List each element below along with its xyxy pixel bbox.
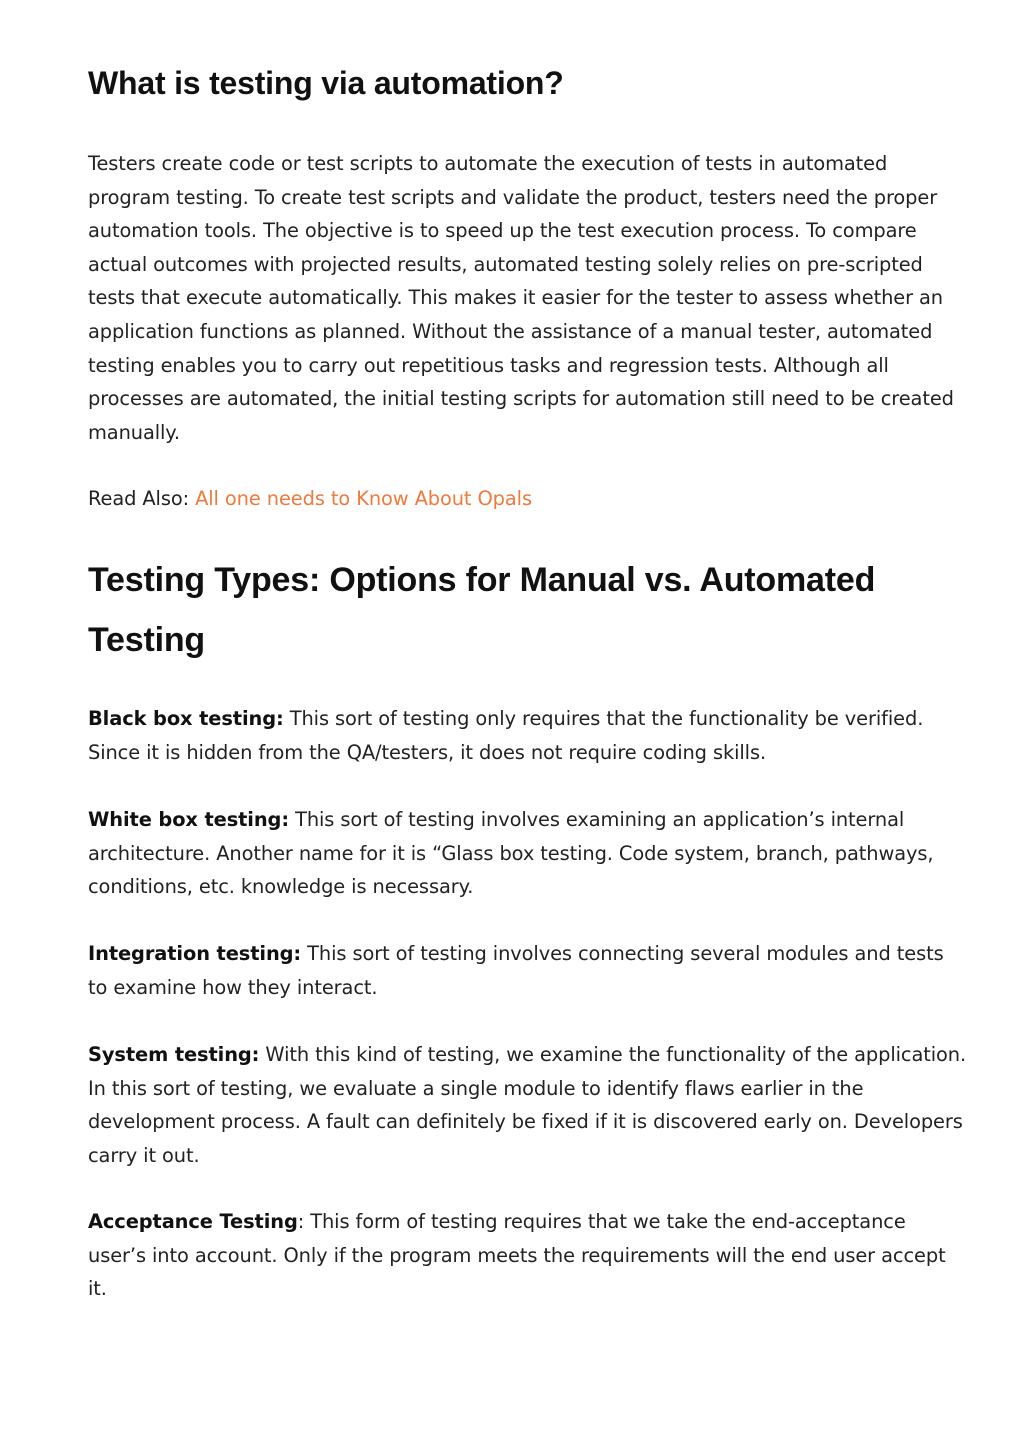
automation-testing-paragraph: Testers create code or test scripts to automate the execution of tests in automated program testing. To create test scripts and validate the product, testers need the proper automation tools. The objective is to speed up the test execution process. To compare actual outcomes with projected results, automated testing solely relies on pre-scripted tests that execute automatically. This makes it easier for the tester to assess whether an application functions as planned. Without the assistance of a manual tester, automated testing enables you to carry out repetitious tasks and regression tests. Although all processes are automated, the initial testing scripts for automation still need to be created manually. [88,152,954,444]
section-title-automation-testing: What is testing via automation? [88,65,564,101]
testing-type-description: This sort of testing involves examining an application’s internal architecture. Another name for it is “Glass box testing. Code system, branch, pathways, conditions, etc. knowledge is necessary. [88,808,934,899]
testing-type-term: White box testing: [88,808,289,831]
read-also-link[interactable]: All one needs to Know About Opals [195,487,532,510]
read-also-label: Read Also: [88,487,196,510]
section-title-testing-types: Testing Types: Options for Manual vs. Automated Testing [88,561,876,659]
testing-type-item-system [88,1038,968,1172]
testing-type-description: This sort of testing involves connecting several modules and tests to examine how they interact. [88,942,944,999]
testing-type-term: Black box testing: [88,707,284,730]
testing-type-term: System testing: [88,1043,260,1066]
testing-type-item-black-box [88,702,968,769]
testing-type-item-acceptance [88,1205,968,1306]
testing-type-description: This form of testing requires that we take the end-acceptance user’s into account. Only if the program meets the requirements will the end user accept it. [88,1210,946,1301]
testing-type-description: With this kind of testing, we examine the functionality of the application. In this sort of testing, we evaluate a single module to identify flaws earlier in the development process. A fault can definitely be fixed if it is discovered early on. Developers carry it out. [88,1043,967,1167]
testing-type-item-integration [88,937,968,1004]
testing-type-term: Acceptance Testing [88,1210,298,1233]
term-separator: : [297,1210,311,1233]
read-also-line [88,482,968,516]
testing-type-term: Integration testing: [88,942,302,965]
testing-type-item-white-box [88,803,968,904]
testing-type-description: This sort of testing only requires that the functionality be verified. Since it is hidden from the QA/testers, it does not require coding skills. [88,707,924,764]
